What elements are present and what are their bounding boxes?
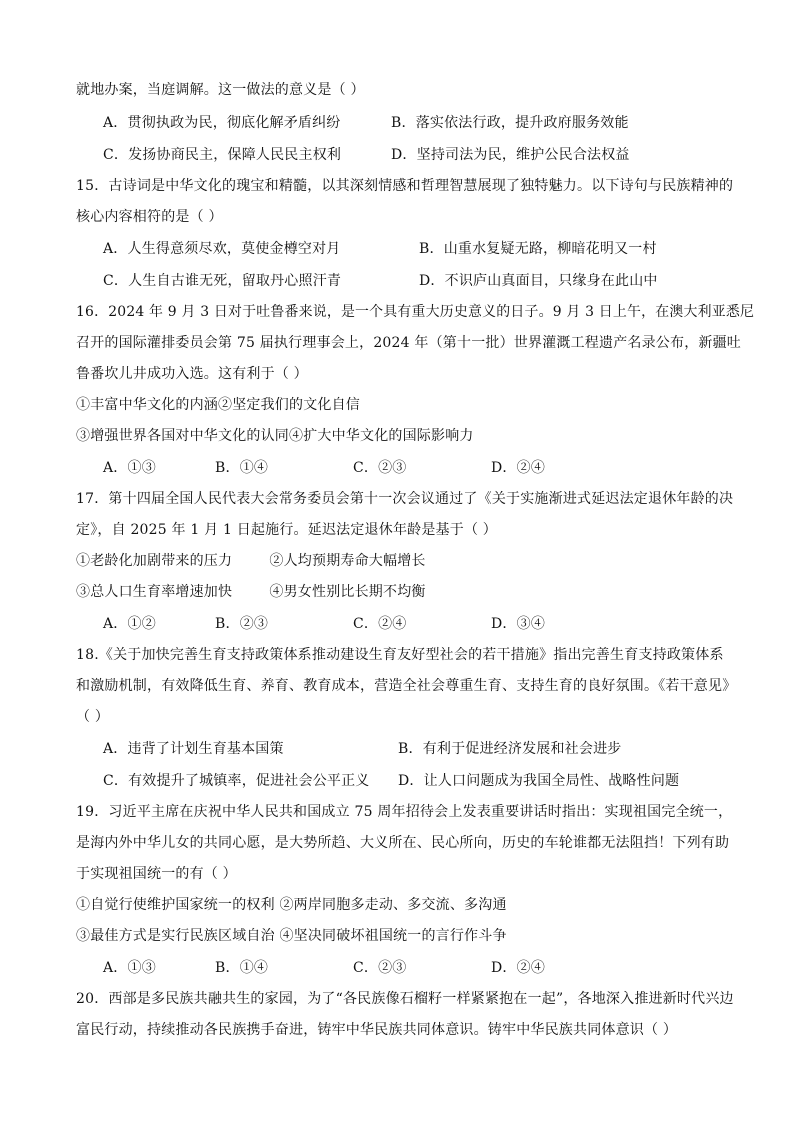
q15-stem-line-1: 15．古诗词是中华文化的瑰宝和精髓，以其深刻情感和哲理智慧展现了独特魅力。以下诗句与民族精神的 <box>76 178 734 194</box>
q19-option-a: A．①③ <box>103 960 156 976</box>
q18-stem-line-3: （ ） <box>76 709 110 725</box>
q16-stem-line-2: 召开的国际灌排委员会第 75 届执行理事会上，2024 年（第十一批）世界灌溉工程遗产名录公布，新疆吐 <box>76 335 741 351</box>
q17-stem-line-1: 17．第十四届全国人民代表大会常务委员会第十一次会议通过了《关于实施渐进式延迟法定退休年龄的决 <box>76 491 734 507</box>
q14-option-d: D．坚持司法为民，维护公民合法权益 <box>391 147 630 163</box>
q18-option-a: A．违背了计划生育基本国策 <box>103 741 284 757</box>
q16-option-b: B．①④ <box>215 460 269 476</box>
q15-option-b: B．山重水复疑无路，柳暗花明又一村 <box>419 241 657 257</box>
q17-option-b: B．②③ <box>215 616 269 632</box>
q18-option-c: C．有效提升了城镇率，促进社会公平正义 <box>103 773 370 789</box>
q17-item-line-1: ①老龄化加剧带来的压力 ②人均预期寿命大幅增长 <box>76 553 426 569</box>
q16-option-d: D．②④ <box>491 460 546 476</box>
q18-option-d: D．让人口问题成为我国全局性、战略性问题 <box>398 773 680 789</box>
q19-stem-line-2: 是海内外中华儿女的共同心愿，是大势所趋、大义所在、民心所向，历史的车轮谁都无法阻挡！下列有助 <box>76 835 730 851</box>
q19-stem-line-1: 19．习近平主席在庆祝中华人民共和国成立 75 周年招待会上发表重要讲话时指出：实现祖国完全统一， <box>76 804 733 820</box>
q17-option-a: A．①② <box>103 616 156 632</box>
q19-option-d: D．②④ <box>491 960 546 976</box>
q15-stem-line-2: 核心内容相符的是（ ） <box>76 209 223 225</box>
q20-stem-line-1: 20．西部是多民族共融共生的家园，为了“各民族像石榴籽一样紧紧抱在一起”，各地深入推进新时代兴边 <box>76 991 734 1007</box>
q17-item-line-2: ③总人口生育率增速加快 ④男女性别比长期不均衡 <box>76 584 426 600</box>
q17-option-d: D．③④ <box>491 616 546 632</box>
q16-option-a: A．①③ <box>103 460 156 476</box>
q17-stem-line-2: 定》，自 2025 年 1 月 1 日起施行。延迟法定退休年龄是基于（ ） <box>76 522 497 538</box>
q16-stem-line-1: 16．2024 年 9 月 3 日对于吐鲁番来说，是一个具有重大历史意义的日子。9 月 3 日上午，在澳大利亚悉尼 <box>76 304 755 320</box>
q15-option-c: C．人生自古谁无死，留取丹心照汗青 <box>103 273 342 289</box>
q15-option-a: A．人生得意须尽欢，莫使金樽空对月 <box>103 241 341 257</box>
q16-item-line-1: ①丰富中华文化的内涵②坚定我们的文化自信 <box>76 397 360 413</box>
q16-item-line-2: ③增强世界各国对中华文化的认同④扩大中华文化的国际影响力 <box>76 428 474 444</box>
q15-option-d: D．不识庐山真面目，只缘身在此山中 <box>419 273 658 289</box>
q14-option-b: B．落实依法行政，提升政府服务效能 <box>391 115 629 131</box>
q18-stem-line-2: 和激励机制，有效降低生育、养育、教育成本，营造全社会尊重生育、支持生育的良好氛围。《若干意见》 <box>76 678 737 694</box>
q14-stem-continuation: 就地办案，当庭调解。这一做法的意义是（ ） <box>76 82 365 98</box>
q19-stem-line-3: 于实现祖国统一的有（ ） <box>76 866 237 882</box>
q19-option-b: B．①④ <box>215 960 269 976</box>
q19-item-line-2: ③最佳方式是实行民族区域自治 ④坚决同破坏祖国统一的言行作斗争 <box>76 928 507 944</box>
q16-option-c: C．②③ <box>353 460 407 476</box>
q20-stem-line-2: 富民行动，持续推动各民族携手奋进，铸牢中华民族共同体意识。铸牢中华民族共同体意识（ ） <box>76 1022 678 1038</box>
q18-stem-line-1: 18.《关于加快完善生育支持政策体系推动建设生育友好型社会的若干措施》指出完善生育支持政策体系 <box>76 647 724 663</box>
q19-item-line-1: ①自觉行使维护国家统一的权利 ②两岸同胞多走动、多交流、多沟通 <box>76 897 507 913</box>
q16-stem-line-3: 鲁番坎儿井成功入选。这有利于（ ） <box>76 366 308 382</box>
q14-option-a: A．贯彻执政为民，彻底化解矛盾纠纷 <box>103 115 341 131</box>
q14-option-c: C．发扬协商民主，保障人民民主权利 <box>103 147 342 163</box>
q18-option-b: B．有利于促进经济发展和社会进步 <box>398 741 622 757</box>
q17-option-c: C．②④ <box>353 616 407 632</box>
q19-option-c: C．②③ <box>353 960 407 976</box>
